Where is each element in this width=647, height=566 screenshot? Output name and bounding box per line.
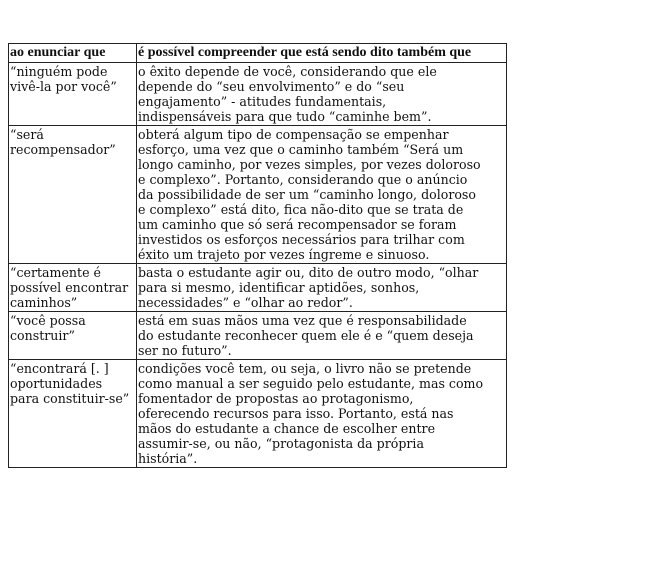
cell-compreensao: está em suas mãos uma vez que é responsabilidade do estudante reconhecer quem ele é e “quem deseja ser no futuro”. (137, 312, 507, 360)
table-row (9, 126, 507, 264)
comparison-table (8, 43, 507, 468)
cell-compreensao: obterá algum tipo de compensação se empenhar esforço, uma vez que o caminho também “Será um longo caminho, por vezes simples, por vezes doloroso e complexo”. Portanto, considerando que o anúncio da possibilidade de ser um “caminho longo, doloroso e complexo” está dito, fica não-dito que se trata de um caminho que só será recompensador se foram investidos os esforços necessários para trilhar com éxito um trajeto por vezes íngreme e sinuoso. (137, 126, 507, 264)
cell-enunciado: “certamente é possível encontrar caminhos” (9, 264, 137, 312)
cell-enunciado: “ninguém pode vivê-la por você” (9, 63, 137, 126)
table-row (9, 63, 507, 126)
cell-enunciado: “você possa construir” (9, 312, 137, 360)
table-row (9, 264, 507, 312)
column-header-compreensao: é possível compreender que está sendo dito também que (137, 44, 507, 63)
column-header-enunciado: ao enunciar que (9, 44, 137, 63)
cell-enunciado: “encontrará [. ] oportunidades para constituir-se” (9, 360, 137, 468)
table-row (9, 360, 507, 468)
cell-enunciado: “será recompensador” (9, 126, 137, 264)
cell-compreensao: condições você tem, ou seja, o livro não se pretende como manual a ser seguido pelo estudante, mas como fomentador de propostas ao protagonismo, oferecendo recursos para isso. Portanto, está nas mãos do estudante a chance de escolher entre assumir-se, ou não, “protagonista da própria história”. (137, 360, 507, 468)
cell-compreensao: o êxito depende de você, considerando que ele depende do “seu envolvimento” e do “seu engajamento” - atitudes fundamentais, indispensáveis para que tudo “caminhe bem”. (137, 63, 507, 126)
table-row (9, 312, 507, 360)
cell-compreensao: basta o estudante agir ou, dito de outro modo, “olhar para si mesmo, identificar aptidões, sonhos, necessidades” e “olhar ao redor”. (137, 264, 507, 312)
table-header-row (9, 44, 507, 63)
